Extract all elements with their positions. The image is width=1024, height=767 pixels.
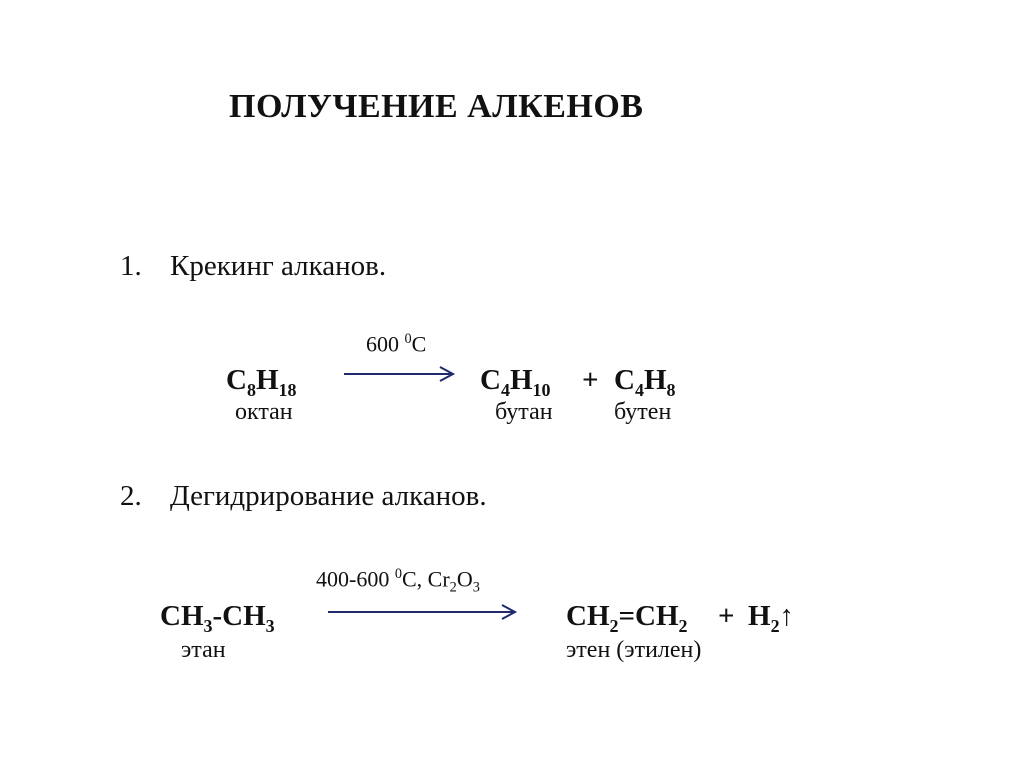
reaction-2-reactant-name: этан <box>181 637 226 663</box>
condition-catalyst: С, Cr <box>401 566 450 592</box>
section-1-heading-text: Крекинг алканов. <box>170 250 387 282</box>
reaction-2-product-2: $H_2↑$ <box>748 600 795 636</box>
reaction-2-plus: + <box>718 600 735 632</box>
section-1-heading <box>120 250 386 283</box>
page-title: ПОЛУЧЕНИЕ АЛКЕНОВ <box>229 88 644 125</box>
condition-temperature: 600 <box>366 331 399 357</box>
condition-unit: С <box>411 331 427 357</box>
section-2-number: 2. <box>120 480 142 512</box>
reaction-2-product-name: этен (этилен) <box>566 637 702 663</box>
reaction-2-condition: 400-600 $^0$С, $Cr_2O_3$ <box>316 566 480 596</box>
section-1-number: 1. <box>120 250 142 282</box>
condition-degree: 0 <box>404 331 412 347</box>
reaction-1-product-1-name: бутан <box>495 399 553 425</box>
reaction-1-reactant-name: октан <box>235 399 293 425</box>
reaction-1-plus: + <box>582 364 599 396</box>
condition-temperature: 400-600 <box>316 566 390 592</box>
reaction-1-reactant: $C_8H_{18}$ <box>226 364 297 400</box>
reaction-1-product-1: $C_4H_{10}$ <box>480 364 551 400</box>
reaction-2-product-1: $CH_2=CH_2$ <box>566 600 688 636</box>
gas-arrow-icon: ↑ <box>779 600 795 632</box>
reaction-2-arrow <box>328 604 518 620</box>
reaction-1-product-2-name: бутен <box>614 399 672 425</box>
section-2-heading-text: Дегидрирование алканов. <box>170 480 487 512</box>
reaction-2-reactant: $CH_3-CH_3$ <box>160 600 275 636</box>
section-2-heading <box>120 480 487 513</box>
reaction-1-condition <box>366 331 426 357</box>
condition-degree: 0 <box>394 566 402 582</box>
reaction-1-arrow <box>344 366 456 382</box>
reaction-1-product-2: $C_4H_8$ <box>614 364 676 400</box>
